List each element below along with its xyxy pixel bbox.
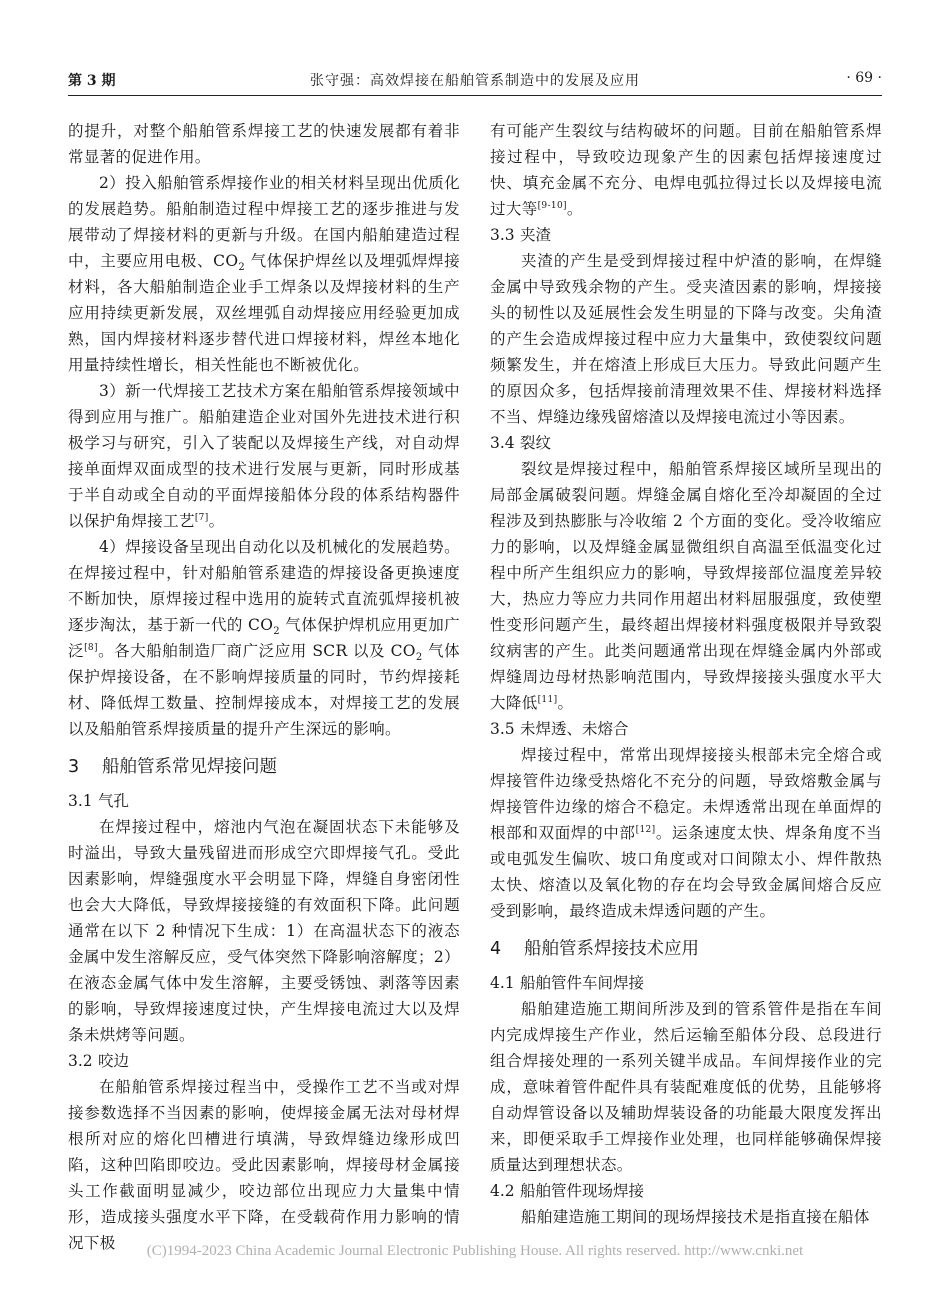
subsection-heading: 3.4 裂纹: [490, 434, 552, 452]
paragraph: 焊接过程中，常常出现焊接接头根部未完全熔合或焊接管件边缘受热熔化不充分的问题，导致熔敷金属与焊接管件边缘的熔合不稳定。未焊透常出现在单面焊的根部和双面焊的中部[12]。运条速度太快、焊条角度不当或电弧发生偏吹、坡口角度或对口间隙太小、焊件散热太快、熔渣以及氧化物的存在均会导致金属间熔合反应受到影响，最终造成未焊透问题的产生。: [490, 746, 883, 920]
citation: [8]: [84, 642, 98, 653]
subsection-heading: 3.3 夹渣: [490, 226, 552, 244]
running-title: 张守强：高效焊接在船舶管系制造中的发展及应用: [310, 73, 640, 89]
paragraph: 在船舶管系焊接过程当中，受操作工艺不当或对焊接参数选择不当因素的影响，使焊接金属无法对母材焊根所对应的熔化凹槽进行填满，导致焊缝边缘形成凹陷，这种凹陷即咬边。受此因素影响，焊接母材金属接头工作截面明显减少，咬边部位出现应力大量集中情形，造成接头强度水平下降，在受载荷作用力影响的情况下极: [68, 1078, 460, 1252]
paragraph: 4）焊接设备呈现出自动化以及机械化的发展趋势。在焊接过程中，针对船舶管系建造的焊接设备更换速度不断加快，原焊接过程中选用的旋转式直流弧焊接机被逐步淘汰，基于新一代的 $CO_2$ 气体保护焊机应用更加广泛[8]。各大船舶制造厂商广泛应用 SCR 以及 $CO_2$ 气体保护焊接设备，在不影响焊接质量的同时，节约焊接耗材、降低焊工数量、控制焊接成本，对焊接工艺的发展以及船舶管系焊接质量的提升产生深远的影响。: [68, 538, 460, 738]
subsection-heading: 3.5 未焊透、未熔合: [490, 720, 629, 738]
section-heading: 4 船舶管系焊接技术应用: [490, 939, 699, 959]
paragraph: 有可能产生裂纹与结构破坏的问题。目前在船舶管系焊接过程中，导致咬边现象产生的因素包括焊接速度过快、填充金属不充分、电焊电弧拉得过长以及焊接电流过大等[9-10]。: [490, 122, 882, 218]
left-column: [68, 118, 460, 1256]
subsection-heading: 3.2 咬边: [68, 1052, 130, 1070]
running-header: [68, 66, 882, 94]
citation: [7]: [194, 512, 209, 523]
citation: [11]: [537, 694, 558, 705]
paragraph: 的提升，对整个船舶管系焊接工艺的快速发展都有着非常显著的促进作用。: [68, 122, 460, 166]
paragraph: 船舶建造施工期间的现场焊接技术是指直接在船体: [521, 1208, 870, 1226]
right-column: [490, 118, 882, 1230]
section-heading: 3 船舶管系常见焊接问题: [68, 757, 277, 777]
paragraph: 船舶建造施工期间所涉及到的管系管件是指在车间内完成焊接生产作业，然后运输至船体分段、总段进行组合焊接处理的一系列关键半成品。车间焊接作业的完成，意味着管件配件具有装配难度低的优势，且能够将自动焊管设备以及辅助焊装设备的功能最大限度发挥出来，即便采取手工焊接作业处理，也同样能够确保焊接质量达到理想状态。: [490, 1000, 882, 1174]
subsection-heading: 3.1 气孔: [68, 792, 130, 810]
citation: [9-10]: [537, 200, 567, 211]
paragraph: 3）新一代焊接工艺技术方案在船舶管系焊接领域中得到应用与推广。船舶建造企业对国外先进技术进行积极学习与研究，引入了装配以及焊接生产线，对自动焊接单面焊双面成型的技术进行发展与更新，同时形成基于半自动或全自动的平面焊接船体分段的体系结构器件以保护角焊接工艺[7]。: [68, 382, 460, 530]
header-rule: [68, 95, 882, 96]
subsection-heading: 4.2 船舶管件现场焊接: [490, 1182, 645, 1200]
paragraph: 夹渣的产生是受到焊接过程中炉渣的影响，在焊缝金属中导致残余物的产生。受夹渣因素的影响，焊接接头的韧性以及延展性会发生明显的下降与改变。尖角渣的产生会造成焊接过程中应力大量集中，致使裂纹问题频繁发生，并在熔渣上形成巨大压力。导致此问题产生的原因众多，包括焊接前清理效果不佳、焊接材料选择不当、焊缝边缘残留熔渣以及焊接电流过小等因素。: [490, 252, 882, 426]
copyright-footer: (C)1994-2023 China Academic Journal Electronic Publishing House. All rights reserved. http://www.cnki.net: [146, 1243, 804, 1259]
citation: [12]: [635, 824, 656, 835]
paragraph: 在焊接过程中，熔池内气泡在凝固状态下未能够及时溢出，导致大量残留进而形成空穴即焊接气孔。受此因素影响，焊缝强度水平会明显下降，焊缝自身密闭性也会大大降低，导致焊接接缝的有效面积下降。此问题通常在以下 2 种情况下生成：1）在高温状态下的液态金属中发生溶解反应，受气体突然下降影响溶解度；2）在液态金属气体中发生溶解，主要受锈蚀、剥落等因素的影响，导致焊接速度过快，产生焊接电流过大以及焊条未烘烤等问题。: [68, 818, 460, 1044]
issue-number: 第 3 期: [68, 73, 116, 89]
paragraph: 2）投入船舶管系焊接作业的相关材料呈现出优质化的发展趋势。船舶制造过程中焊接工艺的逐步推进与发展带动了焊接材料的更新与升级。在国内船舶建造过程中，主要应用电极、$CO_2$ 气体保护焊丝以及埋弧焊焊接材料，各大船舶制造企业手工焊条以及焊接材料的生产应用持续更新发展，双丝埋弧自动焊接应用经验更加成熟，国内焊接材料逐步替代进口焊接材料，焊丝本地化用量持续性增长，相关性能也不断被优化。: [68, 174, 461, 374]
page-number: · 69 ·: [846, 70, 882, 86]
paragraph: 裂纹是焊接过程中，船舶管系焊接区域所呈现出的局部金属破裂问题。焊缝金属自熔化至冷却凝固的全过程涉及到热膨胀与冷收缩 2 个方面的变化。受冷收缩应力的影响，以及焊缝金属显微组织自高温至低温变化过程中所产生组织应力的影响，导致焊接部位温度差异较大，热应力等应力共同作用超出材料屈服强度，致使塑性变形问题产生，最终超出焊接材料强度极限并导致裂纹病害的产生。此类问题通常出现在焊缝金属内外部或焊缝周边母材热影响范围内，导致焊接接头强度水平大大降低[11]。: [490, 460, 882, 712]
subsection-heading: 4.1 船舶管件车间焊接: [490, 974, 645, 992]
